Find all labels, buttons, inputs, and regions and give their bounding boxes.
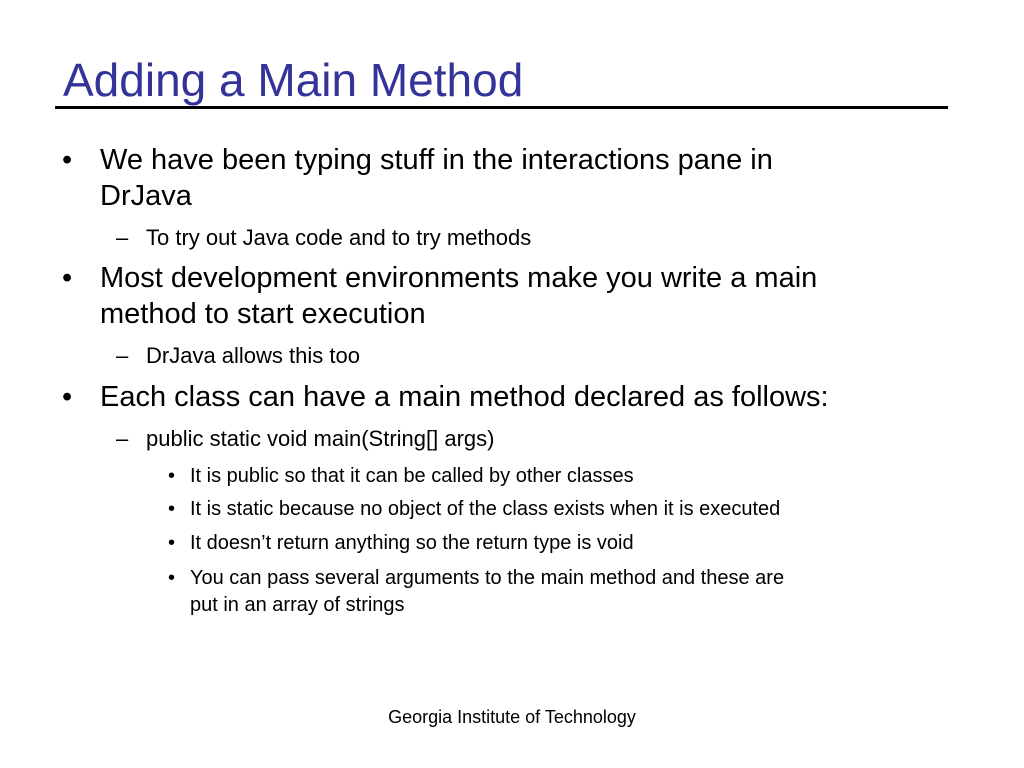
bullet-marker: • (62, 144, 73, 176)
sub-sub-bullet-marker: • (168, 465, 176, 487)
bullet-text: Each class can have a main method declared as follows: (100, 381, 829, 413)
slide-title: Adding a Main Method (63, 54, 524, 106)
bullet-text-continued: DrJava (100, 180, 192, 212)
sub-sub-bullet-text: It is public so that it can be called by other classes (190, 465, 634, 487)
sub-bullet-text: DrJava allows this too (146, 343, 360, 368)
sub-sub-bullet-marker: • (168, 498, 176, 520)
footer (0, 706, 1024, 728)
sub-bullet-marker: – (116, 225, 129, 250)
bullet-marker: • (62, 262, 73, 294)
title-underline (55, 106, 948, 109)
sub-bullet-marker: – (116, 426, 129, 451)
bullet-text: We have been typing stuff in the interactions pane in (100, 144, 773, 176)
sub-sub-bullet-text-continued: put in an array of strings (190, 594, 405, 616)
sub-bullet-text: To try out Java code and to try methods (146, 225, 532, 250)
sub-bullet-marker: – (116, 343, 129, 368)
sub-sub-bullet-text: It is static because no object of the class exists when it is executed (190, 498, 781, 520)
footer-text: Georgia Institute of Technology (388, 707, 636, 727)
sub-bullet-text: public static void main(String[] args) (146, 426, 495, 451)
bullet-marker: • (62, 381, 73, 413)
sub-sub-bullet-text: It doesn’t return anything so the return type is void (190, 532, 634, 554)
sub-sub-bullet-text: You can pass several arguments to the main method and these are (190, 567, 785, 589)
sub-sub-bullet-marker: • (168, 532, 176, 554)
bullet-text: Most development environments make you write a main (100, 262, 818, 294)
bullet-text-continued: method to start execution (100, 298, 426, 330)
sub-sub-bullet-marker: • (168, 567, 176, 589)
